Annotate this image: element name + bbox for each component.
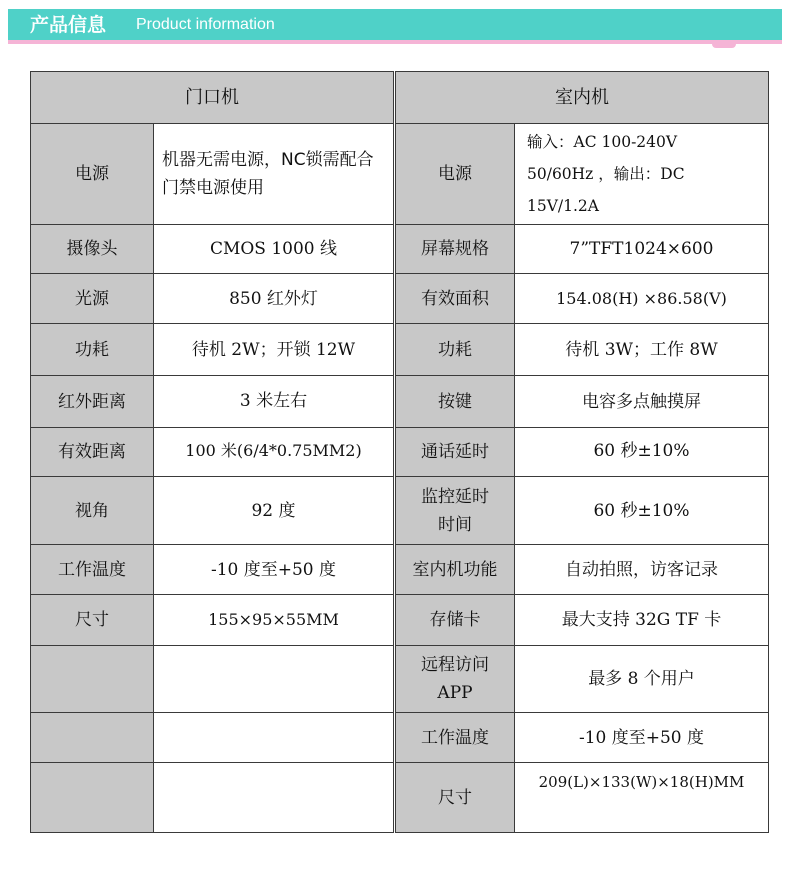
door-empty-label (30, 645, 154, 713)
indoor-consumption-label: 功耗 (395, 323, 515, 376)
indoor-unit-header: 室内机 (395, 71, 769, 124)
door-light-value: 850 红外灯 (153, 273, 394, 324)
door-temp-label: 工作温度 (30, 544, 154, 595)
indoor-power-label: 电源 (395, 123, 515, 225)
indoor-function-value: 自动拍照，访客记录 (514, 544, 769, 595)
indoor-storage-value: 最大支持 32G TF 卡 (514, 594, 769, 646)
door-view-angle-value: 92 度 (153, 476, 394, 545)
door-empty-value (153, 762, 394, 833)
door-light-label: 光源 (30, 273, 154, 324)
door-empty-value (153, 712, 394, 763)
indoor-size-value: 209(L)×133(W)×18(H)MM (514, 762, 769, 833)
indoor-storage-label: 存储卡 (395, 594, 515, 646)
indoor-function-label: 室内机功能 (395, 544, 515, 595)
banner-title-en: Product information (136, 16, 275, 33)
door-effective-distance-value: 100 米(6/4*0.75MM2) (153, 427, 394, 477)
indoor-remote-app-label: 远程访问APP (395, 645, 515, 713)
indoor-area-value: 154.08(H) ×86.58(V) (514, 273, 769, 324)
door-empty-value (153, 645, 394, 713)
door-temp-value: -10 度至+50 度 (153, 544, 394, 595)
indoor-temp-label: 工作温度 (395, 712, 515, 763)
indoor-keys-value: 电容多点触摸屏 (514, 375, 769, 428)
door-ir-distance-label: 红外距离 (30, 375, 154, 428)
indoor-screen-value: 7”TFT1024×600 (514, 224, 769, 274)
door-size-label: 尺寸 (30, 594, 154, 646)
banner-title-cn: 产品信息 (30, 14, 107, 36)
indoor-temp-value: -10 度至+50 度 (514, 712, 769, 763)
door-view-angle-label: 视角 (30, 476, 154, 545)
door-effective-distance-label: 有效距离 (30, 427, 154, 477)
indoor-screen-label: 屏幕规格 (395, 224, 515, 274)
door-camera-value: CMOS 1000 线 (153, 224, 394, 274)
door-camera-label: 摄像头 (30, 224, 154, 274)
indoor-area-label: 有效面积 (395, 273, 515, 324)
indoor-call-delay-label: 通话延时 (395, 427, 515, 477)
indoor-keys-label: 按键 (395, 375, 515, 428)
indoor-monitor-delay-label: 监控延时时间 (395, 476, 515, 545)
indoor-remote-app-value: 最多 8 个用户 (514, 645, 769, 713)
door-size-value: 155×95×55MM (153, 594, 394, 646)
indoor-monitor-delay-value: 60 秒±10% (514, 476, 769, 545)
door-empty-label (30, 712, 154, 763)
door-ir-distance-value: 3 米左右 (153, 375, 394, 428)
indoor-power-value: 输入：AC 100-240V 50/60Hz ，输出：DC 15V/1.2A (514, 123, 769, 225)
door-unit-header: 门口机 (30, 71, 394, 124)
indoor-consumption-value: 待机 3W；工作 8W (514, 323, 769, 376)
indoor-size-label: 尺寸 (395, 762, 515, 833)
door-consumption-label: 功耗 (30, 323, 154, 376)
door-power-value: 机器无需电源，NC锁需配合门禁电源使用 (153, 123, 394, 225)
door-consumption-value: 待机 2W；开锁 12W (153, 323, 394, 376)
door-power-label: 电源 (30, 123, 154, 225)
door-empty-label (30, 762, 154, 833)
indoor-call-delay-value: 60 秒±10% (514, 427, 769, 477)
